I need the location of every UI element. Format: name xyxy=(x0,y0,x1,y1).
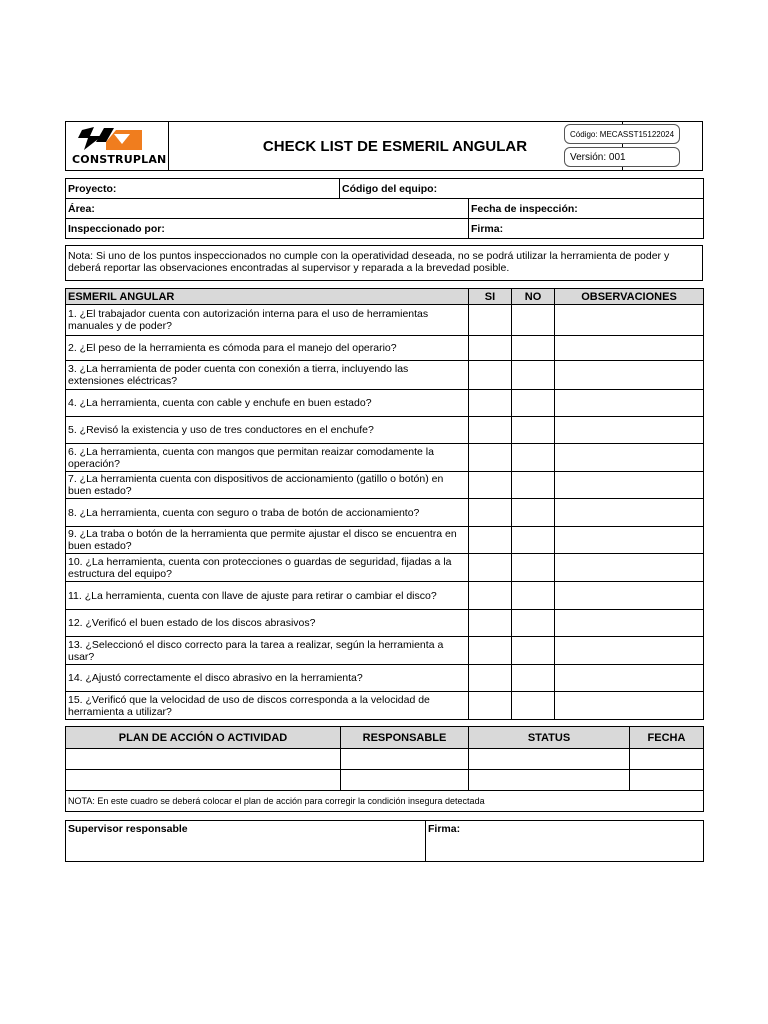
plan-header-row xyxy=(66,727,704,749)
col-responsable: RESPONSABLE xyxy=(341,727,469,749)
no-cell[interactable] xyxy=(512,554,555,582)
item-text: 6. ¿La herramienta, cuenta con mangos que permitan reaizar comodamente la operación? xyxy=(66,444,469,472)
si-cell[interactable] xyxy=(469,637,512,665)
no-cell[interactable] xyxy=(512,665,555,692)
no-cell[interactable] xyxy=(512,582,555,610)
supervisor-firma-field[interactable]: Firma: xyxy=(426,821,704,862)
item-text: 15. ¿Verificó que la velocidad de uso de discos corresponda a la velocidad de herramienta a utilizar? xyxy=(66,692,469,720)
col-esmeril-angular: ESMERIL ANGULAR xyxy=(66,289,469,305)
observaciones-cell[interactable] xyxy=(555,361,704,390)
fecha-inspeccion-field[interactable]: Fecha de inspección: xyxy=(469,199,704,219)
no-cell[interactable] xyxy=(512,361,555,390)
fecha-cell[interactable] xyxy=(630,770,704,791)
signature-table xyxy=(65,820,704,862)
table-row xyxy=(66,390,704,417)
si-cell[interactable] xyxy=(469,417,512,444)
supervisor-field[interactable]: Supervisor responsable xyxy=(66,821,426,862)
table-row xyxy=(66,610,704,637)
table-row xyxy=(66,554,704,582)
no-cell[interactable] xyxy=(512,527,555,554)
item-text: 8. ¿La herramienta, cuenta con seguro o traba de botón de accionamiento? xyxy=(66,499,469,527)
no-cell[interactable] xyxy=(512,305,555,336)
no-cell[interactable] xyxy=(512,390,555,417)
table-row xyxy=(66,770,704,791)
si-cell[interactable] xyxy=(469,361,512,390)
observaciones-cell[interactable] xyxy=(555,390,704,417)
firma-field[interactable]: Firma: xyxy=(469,219,704,239)
plan-accion-cell[interactable] xyxy=(66,770,341,791)
observaciones-cell[interactable] xyxy=(555,582,704,610)
si-cell[interactable] xyxy=(469,610,512,637)
item-text: 9. ¿La traba o botón de la herramienta que permite ajustar el disco se encuentra en buen estado? xyxy=(66,527,469,554)
item-text: 14. ¿Ajustó correctamente el disco abrasivo en la herramienta? xyxy=(66,665,469,692)
table-row xyxy=(66,749,704,770)
plan-accion-cell[interactable] xyxy=(66,749,341,770)
si-cell[interactable] xyxy=(469,582,512,610)
si-cell[interactable] xyxy=(469,499,512,527)
no-cell[interactable] xyxy=(512,336,555,361)
si-cell[interactable] xyxy=(469,665,512,692)
si-cell[interactable] xyxy=(469,527,512,554)
item-text: 5. ¿Revisó la existencia y uso de tres conductores en el enchufe? xyxy=(66,417,469,444)
document-title: CHECK LIST DE ESMERIL ANGULAR xyxy=(262,137,528,155)
si-cell[interactable] xyxy=(469,472,512,499)
si-cell[interactable] xyxy=(469,305,512,336)
item-text: 1. ¿El trabajador cuenta con autorización interna para el uso de herramientas manuales y de poder? xyxy=(66,305,469,336)
table-row xyxy=(66,305,704,336)
observaciones-cell[interactable] xyxy=(555,472,704,499)
no-cell[interactable] xyxy=(512,610,555,637)
table-row xyxy=(66,637,704,665)
item-text: 12. ¿Verificó el buen estado de los discos abrasivos? xyxy=(66,610,469,637)
construplan-logo-icon xyxy=(70,124,170,154)
no-cell[interactable] xyxy=(512,637,555,665)
col-status: STATUS xyxy=(469,727,630,749)
item-text: 3. ¿La herramienta de poder cuenta con conexión a tierra, incluyendo las extensiones eléctricas? xyxy=(66,361,469,390)
nota-box: Nota: Si uno de los puntos inspeccionados no cumple con la operatividad deseada, no se podrá utilizar la herramienta de poder y deberá reportar las observaciones encontradas al supervisor y reparada a la brevedad posible. xyxy=(65,245,703,281)
table-row xyxy=(66,582,704,610)
info-table xyxy=(65,178,704,239)
observaciones-cell[interactable] xyxy=(555,499,704,527)
checklist-header-row xyxy=(66,289,704,305)
table-row xyxy=(66,527,704,554)
col-no: NO xyxy=(512,289,555,305)
item-text: 11. ¿La herramienta, cuenta con llave de ajuste para retirar o cambiar el disco? xyxy=(66,582,469,610)
item-text: 2. ¿El peso de la herramienta es cómoda para el manejo del operario? xyxy=(66,336,469,361)
observaciones-cell[interactable] xyxy=(555,305,704,336)
status-cell[interactable] xyxy=(469,770,630,791)
no-cell[interactable] xyxy=(512,444,555,472)
no-cell[interactable] xyxy=(512,472,555,499)
si-cell[interactable] xyxy=(469,390,512,417)
proyecto-field[interactable]: Proyecto: xyxy=(66,179,340,199)
version-badge: Versión: 001 xyxy=(564,147,680,167)
status-cell[interactable] xyxy=(469,749,630,770)
checklist-table xyxy=(65,288,704,720)
inspeccionado-field[interactable]: Inspeccionado por: xyxy=(66,219,469,239)
title-cell xyxy=(168,122,622,170)
responsable-cell[interactable] xyxy=(341,749,469,770)
observaciones-cell[interactable] xyxy=(555,336,704,361)
observaciones-cell[interactable] xyxy=(555,637,704,665)
table-row xyxy=(66,692,704,720)
plan-nota: NOTA: En este cuadro se deberá colocar el plan de acción para corregir la condición insegura detectada xyxy=(66,791,704,812)
observaciones-cell[interactable] xyxy=(555,692,704,720)
item-text: 13. ¿Seleccionó el disco correcto para la tarea a realizar, según la herramienta a usar? xyxy=(66,637,469,665)
table-row xyxy=(66,444,704,472)
observaciones-cell[interactable] xyxy=(555,665,704,692)
table-row xyxy=(66,665,704,692)
table-row xyxy=(66,499,704,527)
item-text: 4. ¿La herramienta, cuenta con cable y enchufe en buen estado? xyxy=(66,390,469,417)
observaciones-cell[interactable] xyxy=(555,417,704,444)
area-field[interactable]: Área: xyxy=(66,199,469,219)
observaciones-cell[interactable] xyxy=(555,554,704,582)
si-cell[interactable] xyxy=(469,692,512,720)
si-cell[interactable] xyxy=(469,554,512,582)
item-text: 7. ¿La herramienta cuenta con dispositivos de accionamiento (gatillo o botón) en buen estado? xyxy=(66,472,469,499)
table-row xyxy=(66,417,704,444)
si-cell[interactable] xyxy=(469,444,512,472)
no-cell[interactable] xyxy=(512,417,555,444)
no-cell[interactable] xyxy=(512,692,555,720)
si-cell[interactable] xyxy=(469,336,512,361)
fecha-cell[interactable] xyxy=(630,749,704,770)
plan-table xyxy=(65,726,704,812)
brand-name: CONSTRUPLAN xyxy=(72,153,167,166)
responsable-cell[interactable] xyxy=(341,770,469,791)
no-cell[interactable] xyxy=(512,499,555,527)
table-row xyxy=(66,472,704,499)
item-text: 10. ¿La herramienta, cuenta con protecciones o guardas de seguridad, fijadas a la estructura del equipo? xyxy=(66,554,469,582)
col-fecha: FECHA xyxy=(630,727,704,749)
table-row xyxy=(66,361,704,390)
col-si: SI xyxy=(469,289,512,305)
observaciones-cell[interactable] xyxy=(555,610,704,637)
table-row xyxy=(66,336,704,361)
codigo-equipo-field[interactable]: Código del equipo: xyxy=(340,179,704,199)
observaciones-cell[interactable] xyxy=(555,527,704,554)
col-plan-accion: PLAN DE ACCIÓN O ACTIVIDAD xyxy=(66,727,341,749)
logo xyxy=(66,122,169,170)
col-observaciones: OBSERVACIONES xyxy=(555,289,704,305)
observaciones-cell[interactable] xyxy=(555,444,704,472)
codigo-badge: Código: MECASST15122024 xyxy=(564,124,680,144)
